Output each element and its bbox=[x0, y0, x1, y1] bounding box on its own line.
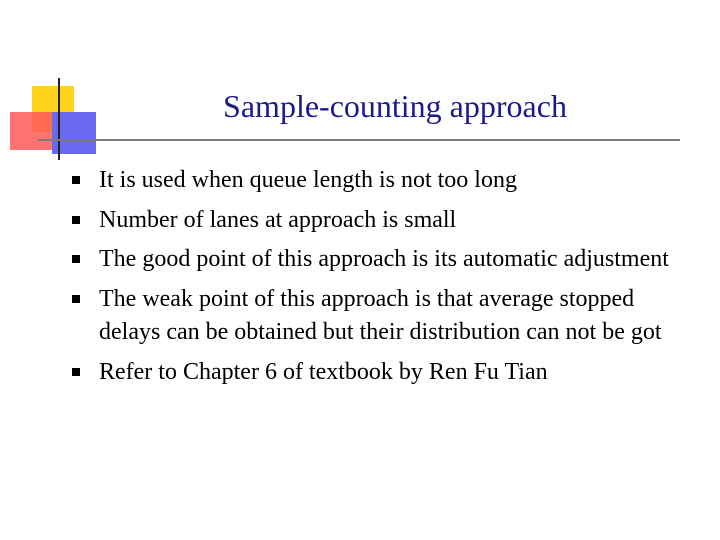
bullet-item bbox=[72, 356, 682, 390]
decor-vertical-line bbox=[58, 78, 60, 160]
decor-red-square bbox=[10, 112, 56, 150]
bullet-item bbox=[72, 283, 682, 350]
title-underline-rule bbox=[38, 139, 680, 141]
bullet-text: The weak point of this approach is that average stopped delays can be obtained but their distribution can not be got bbox=[99, 285, 662, 345]
bullet-item bbox=[72, 164, 682, 198]
bullet-item bbox=[72, 243, 682, 277]
square-bullet-icon bbox=[72, 176, 80, 184]
slide-title: Sample-counting approach bbox=[223, 88, 567, 124]
square-bullet-icon bbox=[72, 216, 80, 224]
square-bullet-icon bbox=[72, 295, 80, 303]
bullet-text: It is used when queue length is not too long bbox=[99, 167, 517, 193]
bullet-text: Number of lanes at approach is small bbox=[99, 206, 457, 233]
bullet-text: Refer to Chapter 6 of textbook by Ren Fu Tian bbox=[99, 358, 548, 385]
bullet-item bbox=[72, 204, 682, 238]
bullet-text: The good point of this approach is its automatic adjustment bbox=[99, 246, 669, 272]
bullet-list bbox=[72, 164, 682, 395]
square-bullet-icon bbox=[72, 368, 80, 376]
square-bullet-icon bbox=[72, 255, 80, 263]
